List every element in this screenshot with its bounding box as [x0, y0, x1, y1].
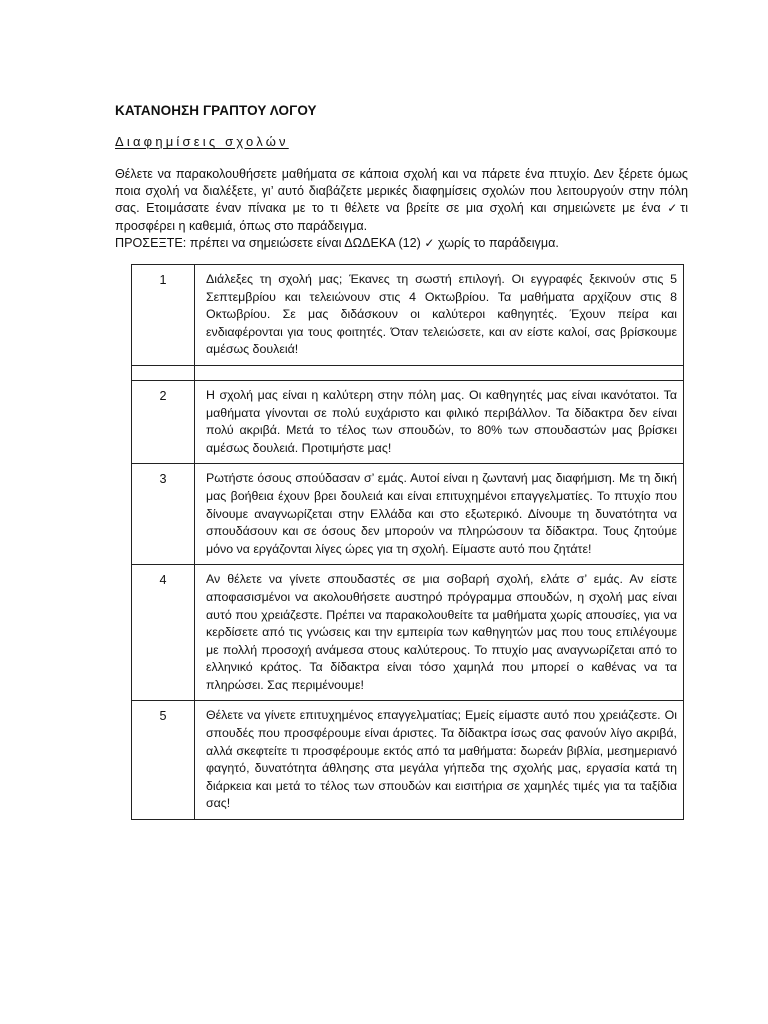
- ad-number: 1: [159, 273, 167, 287]
- ad-text: Η σχολή μας είναι η καλύτερη στην πόλη μας. Οι καθηγητές μας είναι ικανότατοι. Τα μαθήματα γίνονται σε πολύ ευχάριστο και φιλικό περιβάλλον. Τα δίδακτρα δεν είναι πολύ ακριβά. Μετά το τέλος των σπουδών, το 80% των σπουδαστών μας βρίσκει αμέσως δουλειά. Προτιμήστε μας!: [195, 380, 684, 463]
- instructions-part-2: τι προσφέρει η καθεμιά, όπως στο παράδειγμα.: [115, 201, 688, 233]
- note-part-2: χωρίς το παράδειγμα.: [434, 235, 559, 250]
- table-spacer-row: [132, 365, 684, 380]
- instructions-note: [115, 235, 688, 252]
- instructions-part-1: Θέλετε να παρακολουθήσετε μαθήματα σε κάποια σχολή και να πάρετε ένα πτυχίο. Δεν ξέρετε όμως ποια σχολή να διαλέξετε, γι’ αυτό διαβάζετε μερικές διαφημίσεις σχολών που λειτουργούν στην πόλη σας. Ετοιμάσατε έναν πίνακα με το τι θέλετε να βρείτε σε μια σχολή και σημειώνετε με ένα: [115, 167, 688, 216]
- note-part-1: ΠΡΟΣΕΞΤΕ: πρέπει να σημειώσετε είναι ΔΩΔΕΚΑ (12): [115, 235, 425, 250]
- table-row: [132, 265, 684, 366]
- spacer-cell: [195, 365, 684, 380]
- ad-number: 3: [159, 472, 167, 487]
- page-title: ΚΑΤΑΝΟΗΣΗ ΓΡΑΠΤΟΥ ΛΟΓΟΥ: [115, 103, 317, 118]
- ad-text: Αν θέλετε να γίνετε σπουδαστές σε μια σοβαρή σχολή, ελάτε σ’ εμάς. Αν είστε αποφασισμένοι να ακολουθήσετε αυστηρό πρόγραμμα σπουδών, η σχολή μας είναι αυτό που χρειάζεστε. Πρέπει να παρακολουθείτε τα μαθήματα χωρίς απουσίες, για να κερδίσετε από τις γνώσεις και την εμπειρία των καθηγητών μας που τους επιλέγουμε με πολλή προσοχή ανάμεσα στους καλύτερους. Το πτυχίο μας αναγνωρίζεται από το ελληνικό κράτος. Τα δίδακτρα είναι τόσο χαμηλά που μπορεί ο καθένας να τα πληρώσει. Σας περιμένουμε!: [195, 565, 684, 701]
- ad-number-cell: [132, 265, 195, 366]
- ad-text: Θέλετε να γίνετε επιτυχημένος επαγγελματίας; Εμείς είμαστε αυτό που χρειάζεστε. Οι σπουδές που προσφέρουμε είναι άριστες. Τα δίδακτρα ίσως σας φανούν λίγο ακριβά, αλλά σκεφτείτε τι προσφέρουμε εκτός από τα μαθήματα: δωρεάν βιβλία, μεσημεριανό φαγητό, δυνατότητα άθλησης στα μεγάλα γήπεδα της σχολής μας, εργασία κατά τη διάρκεια και μετά το τέλος των σπουδών και εισιτήρια σε χαμηλές τιμές για τα ταξίδια σας!: [195, 701, 684, 820]
- table-row: [132, 701, 684, 820]
- checkmark-icon: ✓: [424, 235, 435, 250]
- table-row: [132, 380, 684, 463]
- ads-table: [131, 264, 684, 820]
- table-row: [132, 464, 684, 565]
- ad-number-cell: [132, 565, 195, 701]
- instructions-text: [115, 166, 688, 235]
- ad-text: Διάλεξες τη σχολή μας; Έκανες τη σωστή επιλογή. Οι εγγραφές ξεκινούν στις 5 Σεπτεμβρίου και τελειώνουν στις 4 Οκτωβρίου. Τα μαθήματα αρχίζουν στις 8 Οκτωβρίου. Σε μας διδάσκουν οι καλύτεροι καθηγητές. Έχουν πείρα και ενδιαφέρονται για τους φοιτητές. Όταν τελειώσετε, και αν είστε καλοί, σας βρίσκουμε αμέσως δουλειά!: [195, 265, 684, 366]
- spacer-cell: [132, 365, 195, 380]
- ad-number-cell: [132, 701, 195, 820]
- instructions-paragraph: [115, 166, 688, 252]
- ad-number: 4: [159, 573, 167, 588]
- ad-number: 5: [159, 709, 167, 724]
- section-subtitle: Διαφημίσεις σχολών: [115, 134, 289, 149]
- checkmark-icon: ✓: [667, 201, 681, 216]
- ad-number-cell: [132, 464, 195, 565]
- table-row: [132, 565, 684, 701]
- ad-number: 2: [159, 388, 167, 403]
- ad-number-cell: [132, 380, 195, 463]
- ad-text: Ρωτήστε όσους σπούδασαν σ’ εμάς. Αυτοί είναι η ζωντανή μας διαφήμιση. Με τη δική μας βοήθεια έχουν βρει δουλειά και είναι επιτυχημένοι επαγγελματίες. Το πτυχίο που δίνουμε αναγνωρίζεται στην Ελλάδα και στο εξωτερικό. Δίνουμε τη δυνατότητα να σπουδάσουν και σε όσους δεν μπορούν να πληρώσουν τα δίδακτρα. Τους ζητούμε μόνο να εργάζονται λίγες ώρες για τη σχολή. Είμαστε αυτό που ζητάτε!: [195, 464, 684, 565]
